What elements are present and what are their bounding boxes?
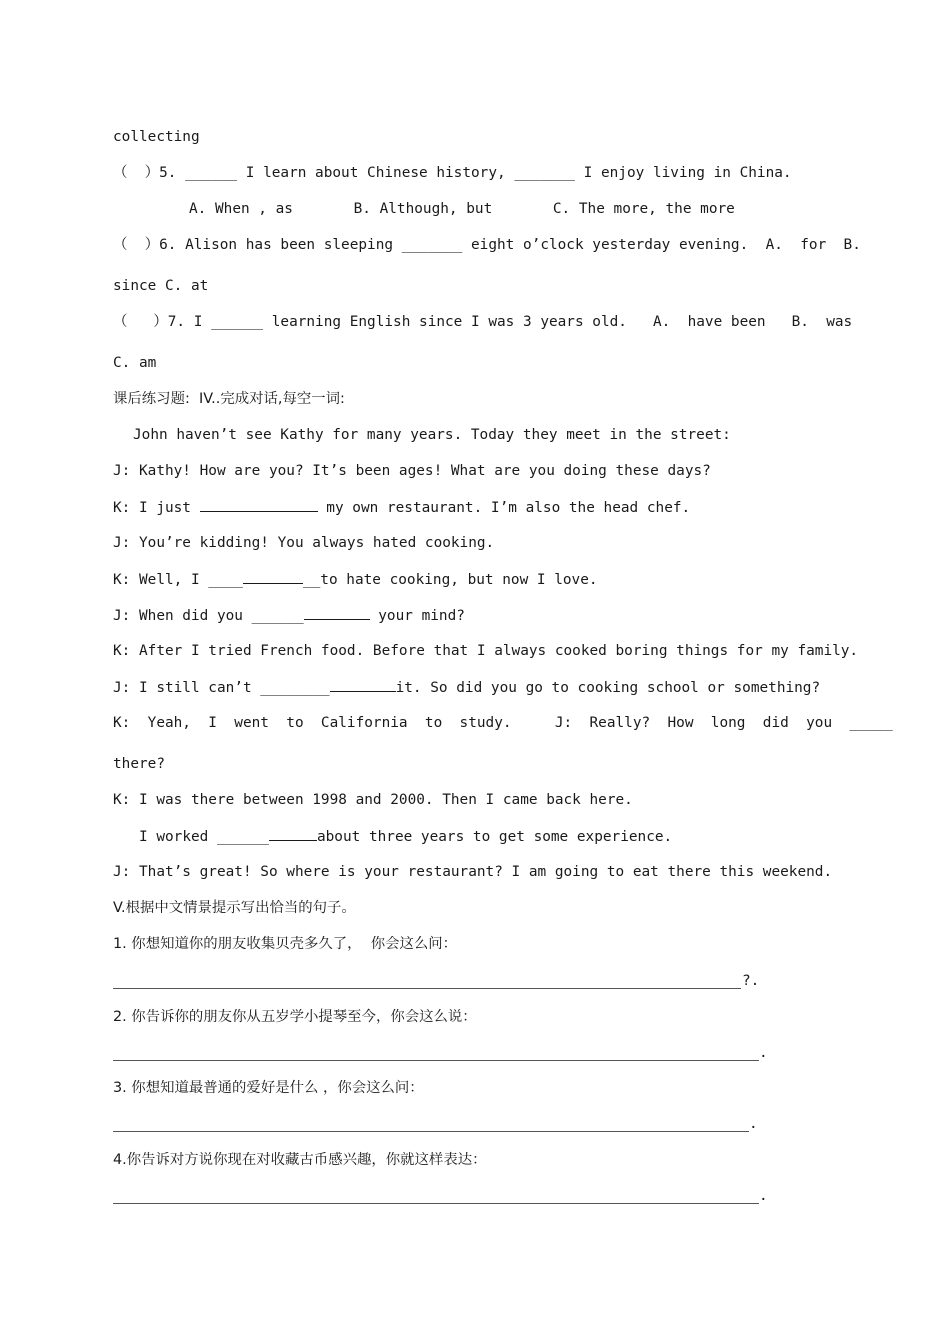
dialogue-line-5-start: J: When did you ______ <box>113 608 304 624</box>
prompt-1: 1. 你想知道你的朋友收集贝壳多久了， 你会这么问： <box>113 936 458 952</box>
answer-line-4[interactable] <box>113 1203 759 1204</box>
dialogue-line-6: K: After I tried French food. Before that I always cooked boring things for my family. <box>113 643 859 659</box>
dialogue-line-4 <box>113 569 598 590</box>
dialogue-line-2-start: K: I just <box>113 500 200 516</box>
line-collecting: collecting <box>113 129 200 145</box>
blank-1[interactable] <box>200 497 318 512</box>
dialogue-line-10-end: about three years to get some experience. <box>316 829 673 845</box>
dialogue-line-10-start: I worked ______ <box>139 829 269 845</box>
dialogue-line-4-end: __to hate cooking, but now I love. <box>302 572 598 588</box>
dialogue-line-2-end: my own restaurant. I’m also the head chef. <box>317 500 691 516</box>
prompt-3: 3. 你想知道最普通的爱好是什么 ，你会这么问： <box>113 1080 424 1096</box>
dialogue-line-7-end: it. So did you go to cooking school or something? <box>395 680 821 696</box>
answer-line-1[interactable] <box>113 988 741 989</box>
question-5: （ ）5. ______ I learn about Chinese history, _______ I enjoy living in China. <box>113 165 792 181</box>
answer-line-4-end: . <box>759 1188 768 1204</box>
blank-5[interactable] <box>269 826 317 841</box>
dialogue-line-1: J: Kathy! How are you? It’s been ages! What are you doing these days? <box>113 463 711 479</box>
question-6: （ ）6. Alison has been sleeping _______ eight o’clock yesterday evening. A. for B. <box>113 237 861 253</box>
answer-line-2[interactable] <box>113 1060 759 1061</box>
dialogue-line-10 <box>139 826 672 847</box>
dialogue-line-3: J: You’re kidding! You always hated cooking. <box>113 535 495 551</box>
dialogue-line-8: K: Yeah, I went to California to study. J: Really? How long did you _____ <box>113 715 893 731</box>
prompt-4: 4.你告诉对方说你现在对收藏古币感兴趣，你就这样表达： <box>113 1152 487 1168</box>
answer-line-1-end: ?. <box>742 973 760 989</box>
dialogue-line-8-continued: there? <box>113 756 165 772</box>
blank-4[interactable] <box>330 677 396 692</box>
question-6-continued: since C. at <box>113 278 209 294</box>
dialogue-line-9: K: I was there between 1998 and 2000. Then I came back here. <box>113 792 633 808</box>
dialogue-line-7-start: J: I still can’t ________ <box>113 680 330 696</box>
section-5-title: V.根据中文情景提示写出恰当的句子。 <box>113 900 356 916</box>
section-4-title: 课后练习题: IV..完成对话,每空一词: <box>113 391 345 407</box>
blank-3[interactable] <box>304 605 370 620</box>
dialogue-line-5-end: your mind? <box>369 608 465 624</box>
answer-line-3-end: . <box>749 1116 758 1132</box>
dialogue-line-7 <box>113 677 820 698</box>
answer-line-2-end: . <box>759 1045 768 1061</box>
question-7-continued: C. am <box>113 355 157 371</box>
question-5-options: A. When , as B. Although, but C. The more, the more <box>189 201 735 217</box>
dialogue-line-4-start: K: Well, I ____ <box>113 572 243 588</box>
dialogue-line-2 <box>113 497 690 518</box>
prompt-2: 2. 你告诉你的朋友你从五岁学小提琴至今，你会这么说： <box>113 1009 477 1025</box>
dialogue-intro: John haven’t see Kathy for many years. Today they meet in the street: <box>133 427 731 443</box>
dialogue-line-11: J: That’s great! So where is your restaurant? I am going to eat there this weekend. <box>113 864 833 880</box>
answer-line-3[interactable] <box>113 1131 749 1132</box>
question-7: （ ）7. I ______ learning English since I was 3 years old. A. have been B. was <box>113 314 853 330</box>
blank-2[interactable] <box>243 569 303 584</box>
dialogue-line-5 <box>113 605 465 626</box>
